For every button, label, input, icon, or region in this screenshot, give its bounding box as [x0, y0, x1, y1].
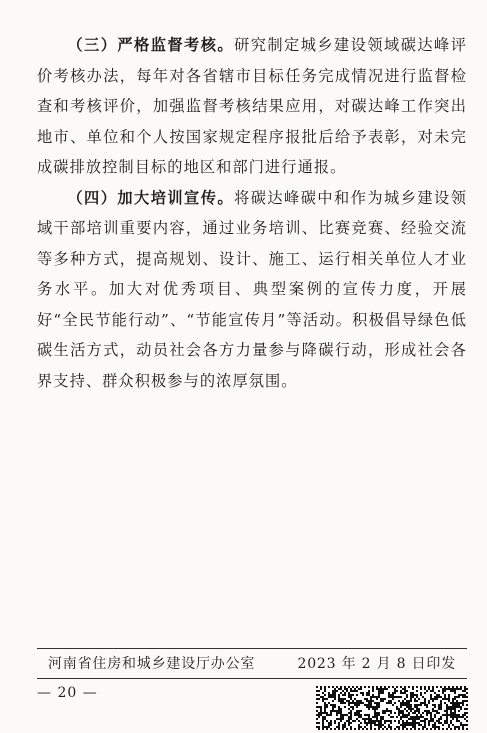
paragraph-heading: （三）严格监督考核。: [67, 36, 235, 54]
paragraph-text: 研究制定城乡建设领域碳达峰评价考核办法，每年对各省辖市目标任务完成情况进行监督检查和考核评价，加强监督考核结果应用，对碳达峰工作突出地市、单位和个人按国家规定程序报批后给予表彰，对未完成碳排放控制目标的地区和部门进行通报。: [37, 36, 468, 176]
imprint-line: [48, 651, 456, 675]
footer-rule-bottom: [37, 678, 467, 679]
issuer-name: 河南省住房和城乡建设厅办公室: [48, 656, 256, 672]
print-date: 2023 年 2 月 8 日印发: [297, 656, 456, 672]
page-number: — 20 —: [37, 685, 98, 701]
document-body: [37, 30, 467, 396]
paragraph-heading: （四）加大培训宣传。: [67, 188, 235, 207]
barcode-image: [316, 686, 468, 730]
paragraph-supervision: [37, 30, 467, 183]
paragraph-training: [37, 183, 467, 397]
footer-rule-top: [37, 648, 467, 649]
paragraph-text: 将碳达峰碳中和作为城乡建设领域干部培训重要内容，通过业务培训、比赛竞赛、经验交流等多种方式，提高规划、设计、施工、运行相关单位人才业务水平。加大对优秀项目、典型案例的宣传力度，开展好“全民节能行动”、“节能宣传月”等活动。积极倡导绿色低碳生活方式，动员社会各方力量参与降碳行动，形成社会各界支持、群众积极参与的浓厚氛围。: [37, 188, 468, 390]
